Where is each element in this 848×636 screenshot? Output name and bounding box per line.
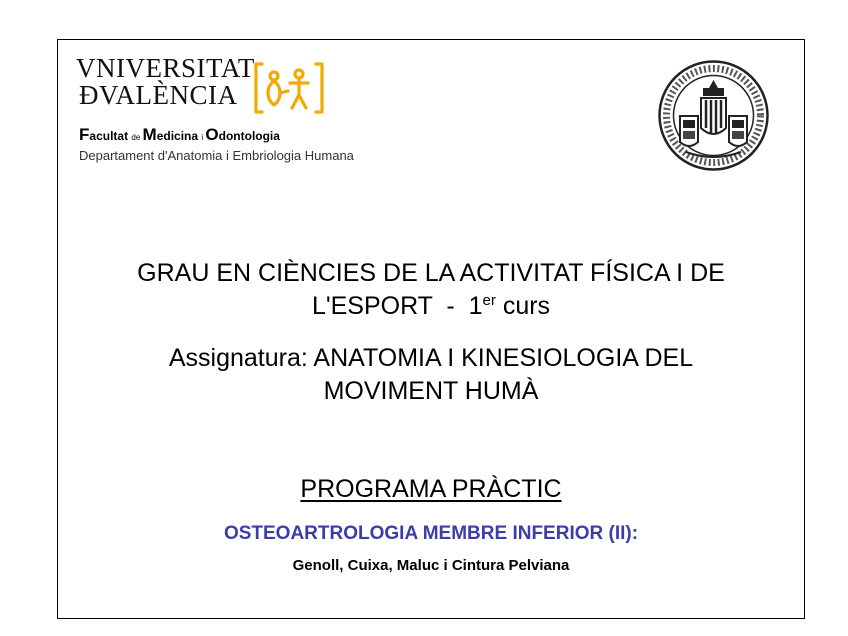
degree-line1: GRAU EN CIÈNCIES DE LA ACTIVITAT FÍSICA I DE bbox=[137, 259, 725, 287]
degree-line2-pre: L'ESPORT - 1 bbox=[311, 292, 483, 320]
university-name-line1: VNIVERSITAT bbox=[76, 53, 255, 83]
uv-person-mark-icon bbox=[252, 61, 326, 115]
program-title: PROGRAMA PRÀCTIC bbox=[300, 475, 562, 503]
degree-superscript: er bbox=[482, 292, 496, 309]
faculty-word-i: i bbox=[201, 133, 206, 142]
subject-line2: MOVIMENT HUMÀ bbox=[323, 377, 539, 405]
university-logo bbox=[76, 53, 354, 163]
degree-title bbox=[58, 257, 804, 323]
faculty-initial-m: M bbox=[142, 125, 157, 144]
faculty-word-dontologia: dontologia bbox=[218, 129, 280, 143]
degree-line2 bbox=[58, 290, 804, 323]
university-name-line2: ÐVALÈNCIA bbox=[79, 80, 238, 110]
slide bbox=[57, 39, 805, 619]
faculty-initial-f: F bbox=[79, 125, 90, 144]
faculty-word-edicina: edicina bbox=[156, 129, 202, 143]
faculty-word-de: de bbox=[131, 133, 143, 142]
topic-details: Genoll, Cuixa, Maluc i Cintura Pelviana bbox=[292, 557, 570, 574]
degree-line2-post: curs bbox=[495, 292, 551, 320]
faculty-initial-o: O bbox=[205, 125, 219, 144]
faculty-word-acultat: acultat bbox=[89, 129, 132, 143]
topic-title: OSTEOARTROLOGIA MEMBRE INFERIOR (II): bbox=[223, 523, 639, 544]
subject-line1: Assignatura: ANATOMIA I KINESIOLOGIA DEL bbox=[168, 344, 694, 372]
university-name bbox=[76, 55, 255, 109]
department-name: Departament d'Anatomia i Embriologia Humana bbox=[79, 148, 354, 163]
faculty-name bbox=[79, 125, 280, 145]
subject-title bbox=[58, 342, 804, 408]
university-seal-icon bbox=[656, 58, 771, 173]
